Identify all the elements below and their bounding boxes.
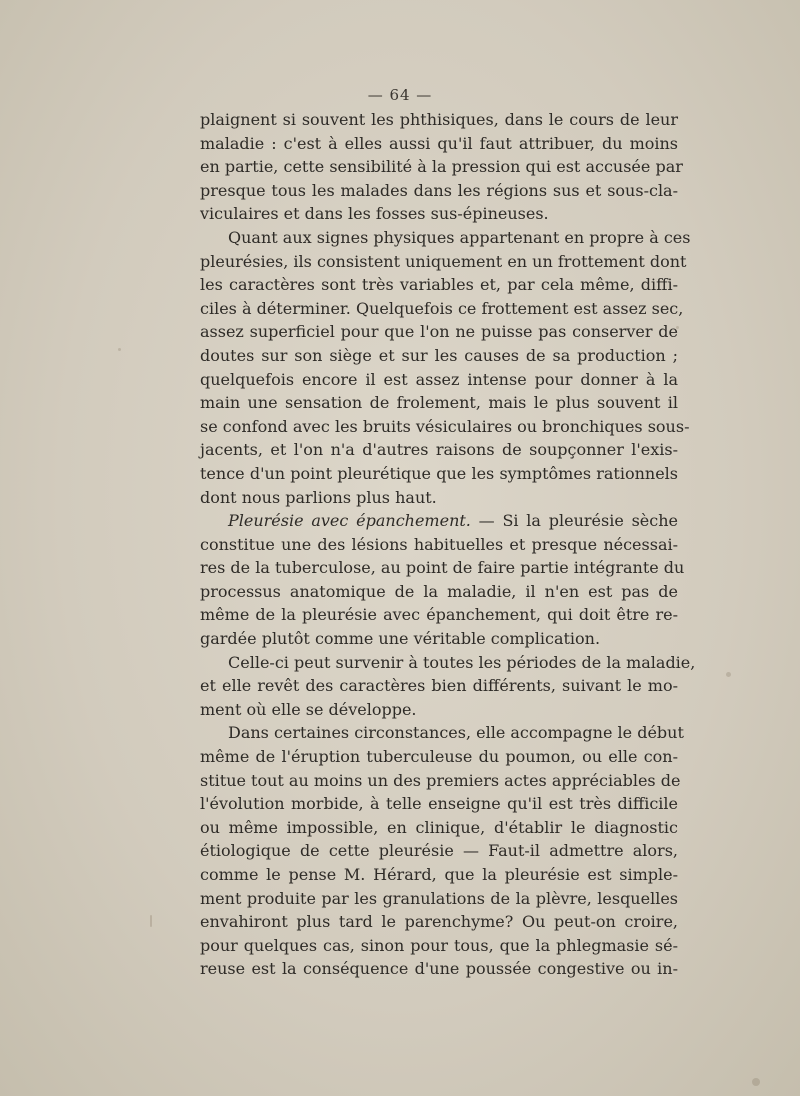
text-line: Celle-ci peut survenir à toutes les périodes de la maladie, xyxy=(228,652,696,672)
text-line: ment où elle se développe. xyxy=(200,699,417,719)
text-line: en partie, cette sensibilité à la pression qui est accusée par xyxy=(200,157,683,177)
text-line: Dans certaines circonstances, elle accompagne le début xyxy=(228,723,684,743)
text-line: res de la tuberculose, au point de faire partie intégrante du xyxy=(200,558,685,578)
page-number: — 64 — xyxy=(367,86,433,104)
text-line: comme le pense M. Hérard, que la pleurésie est simple- xyxy=(200,865,678,884)
text-line: étiologique de cette pleurésie — Faut-il admettre alors, xyxy=(200,841,678,861)
text-line: l'évolution morbide, à telle enseigne qu'il est très difficile xyxy=(200,794,678,814)
text-line: reuse est la conséquence d'une poussée congestive ou in- xyxy=(200,959,678,979)
text-line: assez superficiel pour que l'on ne puisse pas conserver de xyxy=(200,322,678,342)
text-line: presque tous les malades dans les régions sus et sous-cla- xyxy=(200,180,678,200)
text-line: quelquefois encore il est assez intense pour donner à la xyxy=(200,369,678,389)
text-line: plaignent si souvent les phthisiques, dans le cours de leur xyxy=(200,110,678,129)
text-line: dont nous parlions plus haut. xyxy=(200,487,437,507)
text-line: ou même impossible, en clinique, d'établir le diagnostic xyxy=(200,817,678,837)
text-line: constitue une des lésions habituelles et presque nécessai- xyxy=(200,534,678,554)
text-line: maladie : c'est à elles aussi qu'il faut attribuer, du moins xyxy=(200,133,678,153)
text-line: viculaires et dans les fosses sus-épineuses. xyxy=(200,204,549,224)
text-line: se confond avec les bruits vésiculaires ou bronchiques sous- xyxy=(200,416,690,436)
text-line: doutes sur son siège et sur les causes de sa production ; xyxy=(200,345,678,365)
section-heading-continuation: — Si la pleurésie sèche xyxy=(478,511,678,531)
text-line: pleurésies, ils consistent uniquement en un frottement dont xyxy=(200,251,687,271)
text-line: pour quelques cas, sinon pour tous, que la phlegmasie sé- xyxy=(200,935,678,955)
text-line: Quant aux signes physiques appartenant en propre à ces xyxy=(228,227,691,247)
text-line: même de l'éruption tuberculeuse du poumon, ou elle con- xyxy=(200,747,678,767)
text-line: même de la pleurésie avec épanchement, qui doit être re- xyxy=(200,605,678,625)
text-line: et elle revêt des caractères bien différents, suivant le mo- xyxy=(200,676,678,696)
text-line: les caractères sont très variables et, par cela même, diffi- xyxy=(200,275,678,295)
text-line: main une sensation de frolement, mais le plus souvent il xyxy=(200,393,678,413)
section-heading-line xyxy=(200,509,678,533)
text-line: gardée plutôt comme une véritable complication. xyxy=(200,629,601,649)
text-line: stitue tout au moins un des premiers actes appréciables de xyxy=(200,770,681,790)
text-line: ment produite par les granulations de la plèvre, lesquelles xyxy=(200,888,678,908)
text-line: processus anatomique de la maladie, il n'en est pas de xyxy=(200,581,678,601)
text-line: ciles à déterminer. Quelquefois ce frottement est assez sec, xyxy=(200,298,684,318)
text-line: jacents, et l'on n'a d'autres raisons de soupçonner l'exis- xyxy=(200,440,678,460)
section-heading: Pleurésie avec épanchement. xyxy=(228,511,471,531)
text-line: envahiront plus tard le parenchyme? Ou peut-on croire, xyxy=(200,912,678,932)
body-text xyxy=(200,108,696,981)
text-line: tence d'un point pleurétique que les symptômes rationnels xyxy=(200,463,678,483)
